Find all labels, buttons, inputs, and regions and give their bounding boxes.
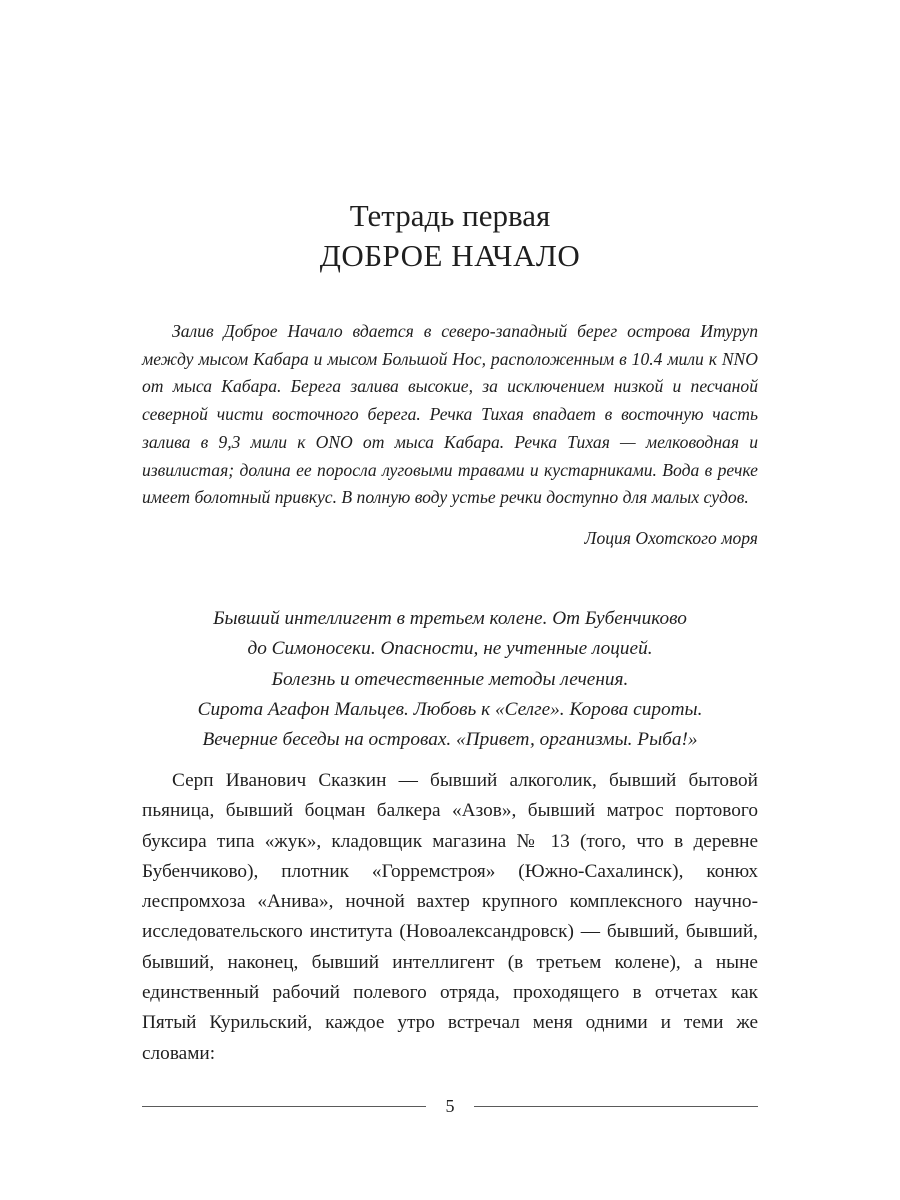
chapter-label: Тетрадь первая [349,198,551,233]
epigraph-text: Залив Доброе Начало вдается в северо-западный берег острова Итуруп между мысом Кабара и мысом Большой Нос, расположенным в 10.4 мили к NNO от мыса Кабара. Берега залива высокие, за исключением низкой и песчаной северной чисти восточного берега. Речка Тихая впадает в восточную часть залива в 9,3 мили к ONO от мыса Кабара. Речка Тихая — мелководная и извилистая; долина ее поросла луговыми травами и кустарниками. Вода в речке имеет болотный привкус. В полную воду устье речки доступно для малых судов. [142,321,758,508]
summary-line: Болезнь и отечественные методы лечения. [271,668,629,690]
body-paragraph: Серп Иванович Сказкин — бывший алкоголик, бывший бытовой пьяница, бывший боцман балкера «Азов», бывший матрос портового буксира типа «жук», кладовщик магазина № 13 (того, что в деревне Бубенчиково), плотник «Горремстроя» (Южно-Сахалинск), конюх леспромхоза «Анива», ночной вахтер крупного комплексного научно-исследовательского института (Новоалександровск) — бывший, бывший, бывший, наконец, бывший интеллигент (в третьем колене), а ныне единственный рабочий полевого отряда, проходящего в отчетах как Пятый Курильский, каждое утро встречал меня одними и теми же словами: [142,770,758,1064]
epigraph-source: Лоция Охотского моря [584,528,758,548]
page-number: 5 [445,1096,455,1116]
chapter-title: ДОБРОЕ НАЧАЛО [319,238,581,273]
summary-line: Вечерние беседы на островах. «Привет, организмы. Рыба!» [202,729,698,751]
summary-line: Бывший интеллигент в третьем колене. От Бубенчиково [213,608,687,629]
chapter-summary [142,604,758,755]
summary-line: Сирота Агафон Мальцев. Любовь к «Селге». Корова сироты. [197,698,703,720]
footer-rule-right [474,1106,758,1107]
footer-rule-left [142,1106,426,1107]
summary-line: до Симоносеки. Опасности, не учтенные лоцией. [247,638,653,660]
